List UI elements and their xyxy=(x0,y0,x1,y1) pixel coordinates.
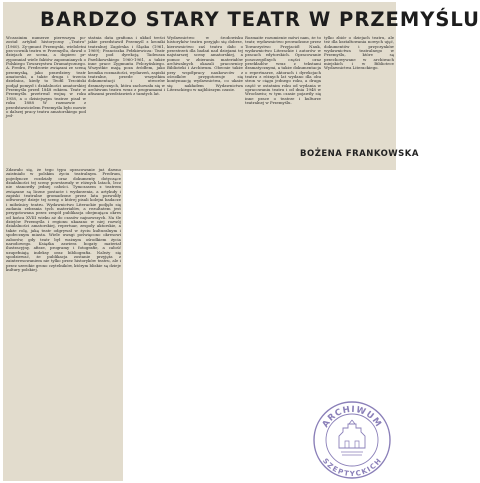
article-column-1: Wczasinim numerze pierwszym po-został artykuł historyczny ,,Teatru" (1960). Zy-gmunt Przemyski, wieloletni pra-cownik teatru w Przemyślu, dawał o dziejach ze scena, a dopiero pr-zypomniał wiele faktów zapomnianych o Polskiego Towarzystwa Dramatycznego. A. Fredro, Fredrowie związani ze sceną przemyską, jako prawdziwy teatr amatorski, a także druga i trzecia dzielnica, kiedy to Teofil Trzciński podjął pomysł i działalności amatorskiej Przemyśla przed 1848 rokiem. Teatr w Przemyślu przetrwał wojnę w roku 1958, a o dzisiejszym teatrze pisał w roku 1888 W rozmowie z przedstawicielem Przemyśla było mowie o dalszej pracy teatru amatorskiego pod jed- xyxy=(6,35,86,119)
stamp-bottom-text: SZEPTYCKICH xyxy=(320,456,384,479)
article-column-3: Wydawnictwo w środowisku historyków teatru przyjęło się dobrze, kierownictwo zaś teatru dało o przestrzeń dla badań nad dziejami tej najstarszej sceny amatorskiej, a pomoc w zbieraniu materiałów archiwalnych okazali pracownicy Biblioteki i Archiwum. Obecnie także przy współpracy naukowców z ośrodków przygotowuje się kontynuację wydawnictwa, co ukaże się nakładem Wydawnictwa Literackiego w najbliższym czasie. xyxy=(167,35,243,93)
article-column-4: Rozmaite rozumienie mówi nam, że to teatr, wydawnictwo prowadzone przez Towarzystwo Przyjaciół Nauk, wydawnictwo Literackie i autorów w pracach edytorskich. Opracowanie poszczególnych części oraz przekładów wraz z tekstami dramatycznymi, a także dokumentacja o repertuarze, aktorach i dyrekcjach teatru z różnych lat wydano dla obu stron w ciągu jednego roku, a druga część w ostatnim roku od wydania w opracowaniu teatru i od dnia 1948 w Wrocławiu; w tym czasie pojawiły się inne prace o teatrze i kulturze teatralnej w Przemyślu. xyxy=(245,35,321,106)
article-column-5: tylko zbiór o dziejach teatru, ale też dla kształtowania nowych ujęć, dokumentów i przyczynków wydawnictwa teatralnego w Przemyślu, które są przechowywane w archiwach miejskich i w Bibliotece Wydawnictwa Literackiego. xyxy=(324,35,394,71)
archive-stamp xyxy=(312,400,392,480)
stamp-top-text: ARCHIWUM xyxy=(320,404,384,430)
article-column-continued: Zdawało się, że tego typu opracowanie już dawno zaistniało w polskim życiu teatralnym. Fredrum, pojedyncze rozdziały oraz dokumenty dotyczące działalności tej sceny powstawały w różnych latach, lecz nie stanowiły jednej całości. Tymczasem z teatrem związane są liczne postacie i wydarzenia, a artykuły i zapiski teatralne gromadzone przez lata pozwoliły odtworzyć dzieje tej sceny, o której pisali kolejni badacze i miłośnicy teatru. Wydawnictwo Literackie podjęło się zadania zebrania tych materiałów, a rezultatem jest przygotowana przez zespół publikacja obejmująca okres od końca XVIII wieku aż do czasów najnowszych. Na tle dziejów Przemyśla i regionu ukazano w niej rozwój działalności amatorskiej, repertuar, zespoły aktorskie, a także rolę, jaką teatr odgrywał w życiu kulturalnym i społecznym miasta. Wiele uwagi poświęcono okresowi zaborów, gdy teatr był ważnym ośrodkiem życia narodowego. Książka zawiera bogaty materiał ilustracyjny, afisze, programy i fotografie, a całość uzupełniają indeksy oraz bibliografia. Należy się spodziewać, że publikacja zostanie przyjęta z zainteresowaniem nie tylko przez historyków teatru, ale i przez szerokie grono czytelników, którym bliskie są dzieje kultury polskiej. xyxy=(6,167,121,272)
article-title: BARDZO STARY TEATR W PRZEMYŚLU xyxy=(40,8,480,31)
svg-text:SZEPTYCKICH xyxy=(321,457,383,478)
article-column-2: statnia data grafiona i układ treści jakie przedstawił Przemyśl z kroniki teatralnej Zagórska i Śląska (1961, 1969); Franciszka Pełzkiewicza: Teatr stary pod dyrekcją Tadeusza Pawlikowskiego 1960-1961, a także inne prace Zygmunta Felczyńskiego. Wszystkie mają poza źródłem, jako kronika rozmaitości, wydarzeń, zapiski teatralne, przede wszystkim dokumentacji i utworów dramatycznych, która zachowała się w archiwum teatru wraz z programami i afiszami przedstawień z tamtych lat. xyxy=(88,35,165,97)
article-author: BOŻENA FRANKOWSKA xyxy=(300,149,419,159)
